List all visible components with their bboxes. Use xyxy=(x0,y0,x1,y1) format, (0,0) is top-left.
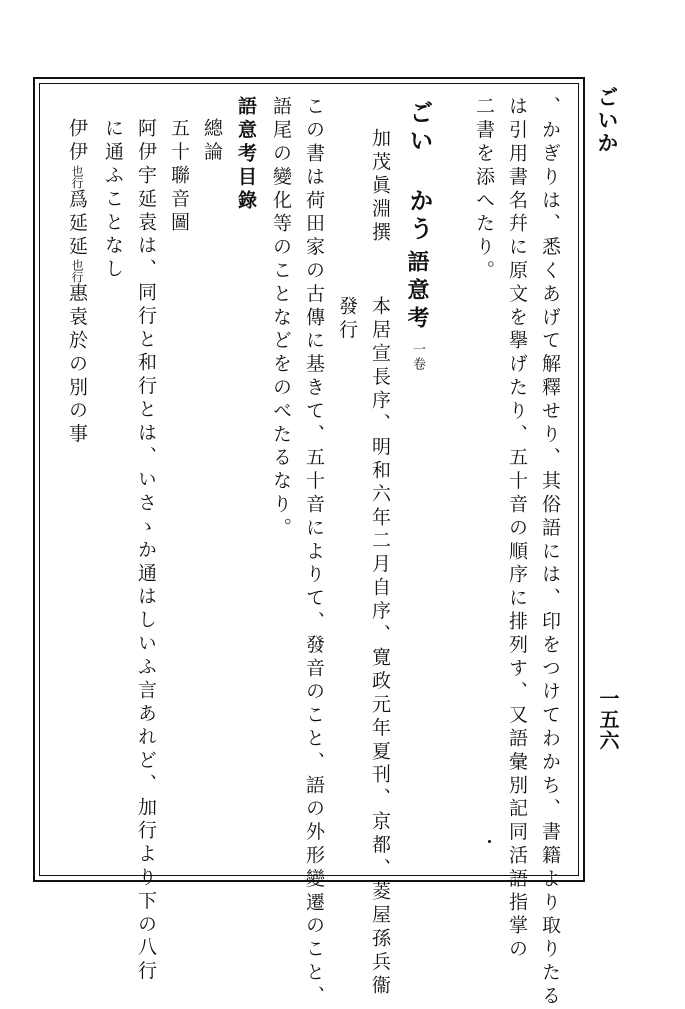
intro-line-1: 、かぎりは、悉くあげて解釋せり、其俗語には、印をつけてわかち、書籍より取りたる xyxy=(539,96,561,1009)
contents-item-4: に通ふことなし xyxy=(102,118,124,282)
running-head: ごいか xyxy=(595,86,619,155)
volume-note: 一卷 xyxy=(410,342,425,372)
author-line: 加茂眞淵撰 xyxy=(369,128,391,245)
stray-mark xyxy=(488,840,491,843)
description-line-2: 語尾の變化等のことなどをのべたるなり。 xyxy=(270,96,292,541)
publication-cont: 發行 xyxy=(336,296,358,343)
contents-item-2: 五十聯音圖 xyxy=(168,118,190,235)
page-number: 一五六 xyxy=(596,688,620,751)
contents-item-5 xyxy=(67,118,86,447)
intro-line-2: は引用書名幷に原文を擧げたり、五十音の順序に排列す、又語彙別記同活語指掌の xyxy=(506,96,528,962)
description-line-1: この書は荷田家の古傳に基きて、五十音によりて、發音のこと、語の外形變遷のこと、 xyxy=(303,96,325,1009)
kana-row-sub-2: 也行 xyxy=(70,259,84,284)
contents-heading: 語意考目錄 xyxy=(235,96,257,213)
contents-item-1: 總論 xyxy=(201,118,223,165)
entry-heading: ごい かう xyxy=(405,100,433,244)
publication-line: 本居宣長序、明和六年二月自序、寛政元年夏刊、京都、菱屋孫兵衞 xyxy=(369,296,391,998)
kana-row-part-3: 惠袁於の別の事 xyxy=(66,283,88,447)
kana-row-part-1: 伊伊 xyxy=(66,118,88,165)
contents-item-3: 阿伊宇延袁は、同行と和行とは、いさゝか通はしいふ言あれど、加行より下の八行 xyxy=(135,118,157,984)
kana-row-sub-1: 也行 xyxy=(70,164,84,189)
intro-line-3: 二書を添へたり。 xyxy=(473,96,495,284)
kana-row-part-2: 爲延延 xyxy=(66,188,88,260)
book-title: 語意考 xyxy=(404,250,430,334)
